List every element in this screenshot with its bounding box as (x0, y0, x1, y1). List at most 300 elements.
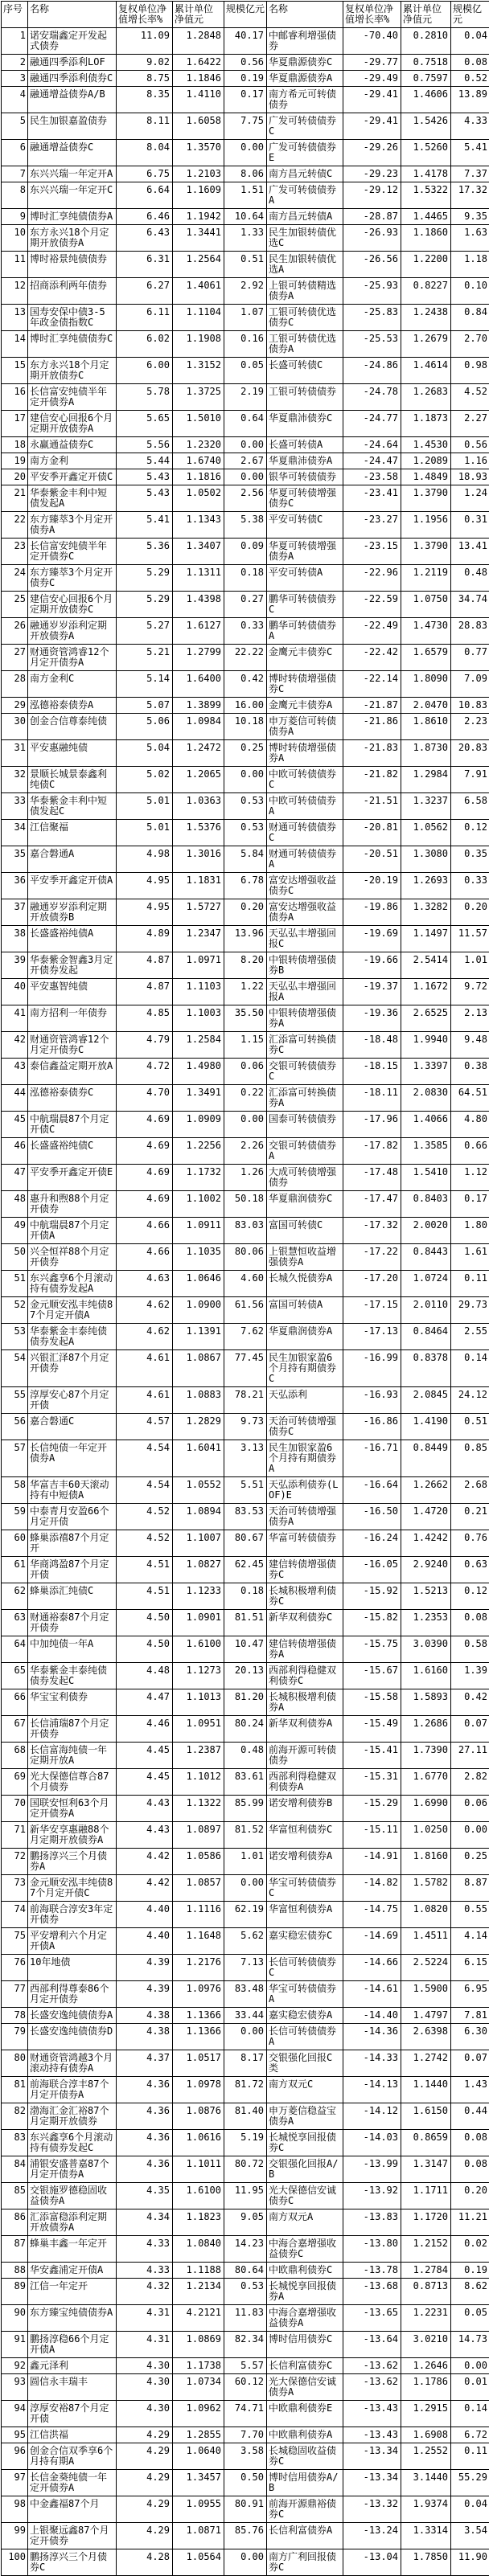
fund-name-right-cell: 工银可转债优选债券C (267, 305, 343, 331)
scale-left-cell: 81.51 (224, 1610, 267, 1636)
nav-right-cell: 2.5224 (401, 1955, 451, 1981)
fund-name-left-cell: 华富吉丰60天滚动持有中短债A (28, 1477, 117, 1504)
growth-left-cell: 4.30 (117, 2401, 173, 2427)
nav-right-cell: 3.0390 (401, 1636, 451, 1663)
growth-left-cell: 5.21 (117, 645, 173, 671)
nav-left-cell: 1.0517 (173, 2050, 224, 2077)
nav-right-cell: 0.8443 (401, 1244, 451, 1271)
scale-right-cell: 0.52 (451, 71, 489, 87)
fund-name-left-cell: 中航瑞晨87个月定开债C (28, 1112, 117, 1138)
rank-cell: 86 (2, 2209, 28, 2236)
fund-name-right-cell: 中海合嘉增强收益债券C (267, 2236, 343, 2263)
table-row (2, 2130, 489, 2156)
scale-right-cell: 1.63 (451, 225, 489, 252)
growth-right-cell: -13.43 (343, 2401, 401, 2427)
growth-right-cell: -29.26 (343, 140, 401, 166)
scale-right-cell: 0.66 (451, 1138, 489, 1165)
growth-right-cell: -16.99 (343, 1350, 401, 1387)
scale-right-cell: 0.14 (451, 2401, 489, 2427)
growth-right-cell: -19.69 (343, 926, 401, 952)
fund-name-left-cell: 兴银汇泽87个月定开债券 (28, 1350, 117, 1387)
rank-cell: 1 (2, 28, 28, 55)
growth-left-cell: 4.40 (117, 1928, 173, 1955)
nav-right-cell: 1.2915 (401, 2401, 451, 2427)
fund-name-right-cell: 民生加银家盈6个月持有期债券C (267, 1350, 343, 1387)
fund-name-left-cell: 江信聚福 (28, 820, 117, 846)
fund-name-left-cell: 鹏扬淳稳66个月定开债A (28, 2332, 117, 2358)
scale-right-cell: 6.58 (451, 793, 489, 820)
table-row (2, 1324, 489, 1350)
fund-name-right-cell: 汇添富可转换债券C (267, 1032, 343, 1059)
growth-right-cell: -14.40 (343, 2008, 401, 2024)
nav-left-cell: 1.1609 (173, 182, 224, 209)
rank-cell: 3 (2, 71, 28, 87)
fund-name-right-cell: 诺安增利债券A (267, 1849, 343, 1875)
scale-right-cell: 2.27 (451, 411, 489, 437)
header-nav-right: 累计单位净值元 (401, 2, 451, 28)
rank-cell: 32 (2, 767, 28, 793)
scale-right-cell: 0.76 (451, 1530, 489, 1557)
growth-right-cell: -14.03 (343, 2130, 401, 2156)
fund-name-left-cell: 东兴兴瑞一年定开A (28, 166, 117, 182)
table-row (2, 671, 489, 698)
rank-cell: 87 (2, 2236, 28, 2263)
scale-left-cell: 0.19 (224, 71, 267, 87)
nav-right-cell: 1.7850 (401, 2549, 451, 2576)
growth-left-cell: 4.37 (117, 2050, 173, 2077)
table-row (2, 1928, 489, 1955)
growth-left-cell: 5.43 (117, 485, 173, 512)
rank-cell: 79 (2, 2024, 28, 2050)
table-row (2, 2470, 489, 2496)
fund-name-left-cell: 东方臻宝纯债债券A (28, 2305, 117, 2332)
growth-left-cell: 4.69 (117, 1191, 173, 1218)
nav-left-cell: 1.3570 (173, 140, 224, 166)
nav-left-cell: 1.2584 (173, 1032, 224, 1059)
scale-right-cell: 6.15 (451, 1955, 489, 1981)
nav-right-cell: 1.2089 (401, 453, 451, 469)
header-row (2, 2, 489, 28)
scale-right-cell: 6.72 (451, 2427, 489, 2443)
nav-left-cell: 1.3457 (173, 2470, 224, 2496)
fund-name-right-cell: 天弘弘丰增强回报A (267, 979, 343, 1005)
nav-right-cell: 0.2810 (401, 28, 451, 55)
growth-left-cell: 5.02 (117, 767, 173, 793)
growth-right-cell: -13.62 (343, 2358, 401, 2374)
nav-left-cell: 1.0897 (173, 1822, 224, 1849)
scale-right-cell: 2.82 (451, 1769, 489, 1796)
fund-name-left-cell: 永赢通益债券C (28, 437, 117, 453)
scale-right-cell: 2.70 (451, 331, 489, 358)
growth-right-cell: -15.29 (343, 1796, 401, 1822)
nav-right-cell: 1.2646 (401, 2358, 451, 2374)
table-row (2, 1005, 489, 1032)
fund-name-left-cell: 南方招利一年债券 (28, 1005, 117, 1032)
scale-right-cell: 0.85 (451, 1440, 489, 1477)
header-rank: 序号 (2, 2, 28, 28)
scale-right-cell: 0.04 (451, 2496, 489, 2523)
rank-cell: 76 (2, 1955, 28, 1981)
fund-name-left-cell: 平安季开鑫定开债A (28, 873, 117, 899)
table-row (2, 1165, 489, 1191)
growth-left-cell: 4.29 (117, 2496, 173, 2523)
scale-right-cell: 0.98 (451, 358, 489, 384)
nav-left-cell: 1.1908 (173, 331, 224, 358)
fund-name-right-cell: 中欧可转债债券C (267, 767, 343, 793)
fund-name-left-cell: 财通资管鸿越3个月滚动持有债券A (28, 2050, 117, 2077)
scale-left-cell: 5.57 (224, 2358, 267, 2374)
nav-left-cell: 1.1648 (173, 1928, 224, 1955)
rank-cell: 46 (2, 1138, 28, 1165)
fund-name-right-cell: 天弘添利 (267, 1387, 343, 1414)
scale-right-cell: 0.07 (451, 1716, 489, 1743)
growth-left-cell: 5.29 (117, 592, 173, 618)
fund-name-right-cell: 财通可转债债券A (267, 846, 343, 873)
fund-name-right-cell: 申万菱信可转债债券A (267, 714, 343, 740)
growth-right-cell: -20.81 (343, 820, 401, 846)
scale-left-cell: 5.51 (224, 1477, 267, 1504)
growth-right-cell: -22.49 (343, 618, 401, 645)
nav-left-cell: 1.1013 (173, 1689, 224, 1716)
growth-left-cell: 4.36 (117, 2156, 173, 2183)
fund-name-right-cell: 新华双利债券A (267, 1716, 343, 1743)
table-row (2, 182, 489, 209)
table-row (2, 485, 489, 512)
scale-right-cell: 0.58 (451, 1636, 489, 1663)
growth-left-cell: 4.31 (117, 2332, 173, 2358)
rank-cell: 80 (2, 2050, 28, 2077)
scale-left-cell: 16.00 (224, 698, 267, 714)
fund-name-left-cell: 长信富海纯债一年定期开放A (28, 1743, 117, 1769)
scale-left-cell: 8.06 (224, 166, 267, 182)
growth-left-cell: 4.28 (117, 2549, 173, 2576)
rank-cell: 47 (2, 1165, 28, 1191)
scale-left-cell: 0.05 (224, 358, 267, 384)
fund-name-right-cell: 南方昌元转债A (267, 209, 343, 225)
scale-left-cell: 61.56 (224, 1297, 267, 1324)
rank-cell: 40 (2, 979, 28, 1005)
scale-left-cell: 0.56 (224, 55, 267, 71)
nav-left-cell: 1.3441 (173, 225, 224, 252)
scale-left-cell: 0.00 (224, 1112, 267, 1138)
fund-name-right-cell: 中欧鼎利债券E (267, 2401, 343, 2427)
fund-name-right-cell: 富安达增强收益债券C (267, 873, 343, 899)
scale-right-cell: 0.38 (451, 1059, 489, 1085)
fund-name-right-cell: 博时信用债券A/B (267, 2470, 343, 2496)
growth-left-cell: 4.30 (117, 2358, 173, 2374)
scale-left-cell: 80.72 (224, 2156, 267, 2183)
nav-right-cell: 1.3314 (401, 2523, 451, 2549)
growth-right-cell: -22.14 (343, 671, 401, 698)
nav-right-cell: 1.0750 (401, 592, 451, 618)
scale-right-cell: 13.41 (451, 539, 489, 565)
fund-name-right-cell: 光大保德信安诚债券C (267, 2183, 343, 2209)
rank-cell: 98 (2, 2496, 28, 2523)
fund-name-right-cell: 长信利富债券C (267, 2358, 343, 2374)
fund-name-right-cell: 博时转债增强债券C (267, 671, 343, 698)
fund-name-left-cell: 泓德裕泰债券A (28, 698, 117, 714)
growth-right-cell: -15.67 (343, 1663, 401, 1689)
table-row (2, 1822, 489, 1849)
table-row (2, 926, 489, 952)
table-row (2, 2024, 489, 2050)
fund-name-right-cell: 长城悦享回报债券A (267, 2279, 343, 2305)
fund-name-right-cell: 华夏鼎润债券C (267, 1191, 343, 1218)
scale-left-cell: 5.62 (224, 1928, 267, 1955)
nav-right-cell: 1.0820 (401, 1902, 451, 1928)
fund-name-left-cell: 泰信鑫益定期开放A (28, 1059, 117, 1085)
table-row (2, 1769, 489, 1796)
scale-right-cell: 1.61 (451, 1244, 489, 1271)
nav-left-cell: 1.2134 (173, 2279, 224, 2305)
nav-left-cell: 1.1823 (173, 2209, 224, 2236)
nav-right-cell: 0.8659 (401, 2130, 451, 2156)
nav-right-cell: 1.2683 (401, 384, 451, 411)
scale-left-cell: 8.17 (224, 2050, 267, 2077)
table-row (2, 1059, 489, 1085)
growth-right-cell: -19.86 (343, 899, 401, 926)
fund-name-right-cell: 南方希元可转债债券 (267, 87, 343, 113)
nav-right-cell: 1.2438 (401, 305, 451, 331)
nav-left-cell: 1.0955 (173, 2496, 224, 2523)
fund-name-right-cell: 中欧鼎利债券C (267, 2263, 343, 2279)
rank-cell: 28 (2, 671, 28, 698)
growth-left-cell: 4.29 (117, 2523, 173, 2549)
fund-name-left-cell: 博时汇享纯债债券A (28, 209, 117, 225)
scale-left-cell: 83.53 (224, 1504, 267, 1530)
nav-right-cell: 1.3790 (401, 539, 451, 565)
nav-left-cell: 1.3725 (173, 384, 224, 411)
growth-right-cell: -17.20 (343, 1271, 401, 1297)
scale-right-cell: 11.90 (451, 2549, 489, 2576)
growth-right-cell: -13.34 (343, 2470, 401, 2496)
nav-left-cell: 1.0734 (173, 2374, 224, 2401)
growth-left-cell: 4.45 (117, 1769, 173, 1796)
table-row (2, 1716, 489, 1743)
growth-left-cell: 4.69 (117, 1165, 173, 1191)
nav-left-cell: 1.3899 (173, 698, 224, 714)
table-row (2, 71, 489, 87)
scale-left-cell: 10.18 (224, 714, 267, 740)
growth-left-cell: 6.00 (117, 358, 173, 384)
nav-right-cell: 1.9374 (401, 2496, 451, 2523)
growth-left-cell: 4.40 (117, 1902, 173, 1928)
fund-name-left-cell: 前海联合淳安3年定开债券 (28, 1902, 117, 1928)
growth-left-cell: 5.01 (117, 793, 173, 820)
fund-name-right-cell: 前海开源鼎裕债券C (267, 2496, 343, 2523)
rank-cell: 67 (2, 1716, 28, 1743)
growth-left-cell: 5.01 (117, 820, 173, 846)
nav-right-cell: 0.8403 (401, 1191, 451, 1218)
table-row (2, 2236, 489, 2263)
scale-left-cell: 35.50 (224, 1005, 267, 1032)
scale-left-cell: 6.78 (224, 873, 267, 899)
rank-cell: 36 (2, 873, 28, 899)
nav-right-cell: 1.4730 (401, 618, 451, 645)
table-row (2, 55, 489, 71)
rank-cell: 20 (2, 469, 28, 485)
nav-left-cell: 1.0840 (173, 2236, 224, 2263)
nav-right-cell: 1.5426 (401, 113, 451, 140)
rank-cell: 58 (2, 1477, 28, 1504)
fund-name-right-cell: 申万菱信稳益宝债券A (267, 2103, 343, 2130)
table-row (2, 1902, 489, 1928)
table-row (2, 2332, 489, 2358)
nav-right-cell: 1.3585 (401, 1138, 451, 1165)
nav-left-cell: 1.0564 (173, 2549, 224, 2576)
nav-left-cell: 1.1322 (173, 1796, 224, 1822)
growth-left-cell: 5.14 (117, 671, 173, 698)
nav-right-cell: 1.4190 (401, 1414, 451, 1440)
scale-right-cell: 7.09 (451, 671, 489, 698)
nav-right-cell: 1.4066 (401, 1112, 451, 1138)
fund-name-left-cell: 招商添利两年债券 (28, 278, 117, 305)
growth-right-cell: -70.40 (343, 28, 401, 55)
fund-name-right-cell: 华夏鼎源债券C (267, 55, 343, 71)
growth-right-cell: -15.75 (343, 1636, 401, 1663)
nav-right-cell: 1.4511 (401, 1928, 451, 1955)
fund-name-right-cell: 长盛可转债A (267, 437, 343, 453)
growth-right-cell: -17.48 (343, 1165, 401, 1191)
scale-left-cell: 7.75 (224, 113, 267, 140)
rank-cell: 57 (2, 1440, 28, 1477)
growth-right-cell: -23.41 (343, 485, 401, 512)
scale-right-cell: 0.08 (451, 2130, 489, 2156)
fund-name-left-cell: 东兴鑫享6个月滚动持有债券发起C (28, 2130, 117, 2156)
growth-right-cell: -19.37 (343, 979, 401, 1005)
growth-right-cell: -21.82 (343, 767, 401, 793)
fund-name-right-cell: 平安可转债A (267, 565, 343, 592)
scale-right-cell: 0.35 (451, 846, 489, 873)
nav-left-cell: 1.1816 (173, 469, 224, 485)
fund-name-left-cell: 金元顺安泓丰纯债87个月定开债C (28, 1875, 117, 1902)
nav-right-cell: 2.6525 (401, 1005, 451, 1032)
fund-name-right-cell: 天弘弘丰增强回报C (267, 926, 343, 952)
growth-left-cell: 6.31 (117, 252, 173, 278)
fund-name-right-cell: 工银可转债债券 (267, 384, 343, 411)
nav-left-cell: 1.0586 (173, 1849, 224, 1875)
growth-right-cell: -29.49 (343, 71, 401, 87)
fund-name-right-cell: 富国可转债C (267, 1218, 343, 1244)
nav-right-cell: 1.1672 (401, 979, 451, 1005)
table-row (2, 512, 489, 539)
nav-right-cell: 1.1786 (401, 2374, 451, 2401)
scale-right-cell: 0.11 (451, 1271, 489, 1297)
table-row (2, 952, 489, 979)
growth-left-cell: 4.95 (117, 873, 173, 899)
nav-right-cell: 1.8610 (401, 714, 451, 740)
nav-left-cell: 1.6100 (173, 2183, 224, 2209)
scale-right-cell: 0.51 (451, 1414, 489, 1440)
growth-left-cell: 5.36 (117, 539, 173, 565)
growth-right-cell: -14.13 (343, 2077, 401, 2103)
table-row (2, 1875, 489, 1902)
rank-cell: 9 (2, 209, 28, 225)
nav-right-cell: 1.6770 (401, 1769, 451, 1796)
fund-name-right-cell: 鹏华可转债债券A (267, 618, 343, 645)
scale-left-cell: 5.19 (224, 2130, 267, 2156)
fund-name-right-cell: 建信转债增强债券A (267, 1636, 343, 1663)
table-row (2, 305, 489, 331)
growth-right-cell: -29.41 (343, 87, 401, 113)
nav-right-cell: 1.4242 (401, 1530, 451, 1557)
fund-name-left-cell: 江信一年定开 (28, 2279, 117, 2305)
scale-left-cell: 0.06 (224, 1059, 267, 1085)
scale-left-cell: 85.99 (224, 1796, 267, 1822)
fund-name-left-cell: 江信洪福 (28, 2427, 117, 2443)
rank-cell: 33 (2, 793, 28, 820)
fund-name-right-cell: 交银可转债债券A (267, 1138, 343, 1165)
nav-left-cell: 1.1366 (173, 2008, 224, 2024)
fund-name-left-cell: 长盛盛裕纯债A (28, 926, 117, 952)
nav-left-cell: 1.0646 (173, 1271, 224, 1297)
growth-left-cell: 4.63 (117, 1271, 173, 1297)
growth-left-cell: 6.11 (117, 305, 173, 331)
nav-right-cell: 1.4178 (401, 166, 451, 182)
nav-left-cell: 1.3016 (173, 846, 224, 873)
rank-cell: 14 (2, 331, 28, 358)
scale-right-cell: 7.37 (451, 166, 489, 182)
growth-right-cell: -29.12 (343, 182, 401, 209)
rank-cell: 29 (2, 698, 28, 714)
header-nav-left: 累计单位净值元 (173, 2, 224, 28)
table-row (2, 225, 489, 252)
table-row (2, 28, 489, 55)
growth-left-cell: 4.29 (117, 2443, 173, 2470)
scale-left-cell: 83.48 (224, 1981, 267, 2008)
rank-cell: 68 (2, 1743, 28, 1769)
growth-left-cell: 4.61 (117, 1387, 173, 1414)
nav-left-cell: 1.1104 (173, 305, 224, 331)
fund-name-left-cell: 新华安享惠融88个月定期开放债券A (28, 1822, 117, 1849)
growth-right-cell: -14.61 (343, 1981, 401, 2008)
rank-cell: 24 (2, 565, 28, 592)
table-row (2, 437, 489, 453)
growth-right-cell: -19.66 (343, 952, 401, 979)
scale-left-cell: 9.73 (224, 1414, 267, 1440)
fund-name-right-cell: 民生加银转债优选A (267, 252, 343, 278)
rank-cell: 93 (2, 2374, 28, 2401)
scale-left-cell: 0.18 (224, 1583, 267, 1610)
nav-right-cell: 1.2552 (401, 2443, 451, 2470)
scale-left-cell: 0.25 (224, 740, 267, 767)
growth-left-cell: 5.44 (117, 453, 173, 469)
rank-cell: 66 (2, 1689, 28, 1716)
fund-name-left-cell: 长盛安逸纯债债券D (28, 2024, 117, 2050)
growth-left-cell: 8.75 (117, 71, 173, 87)
rank-cell: 13 (2, 305, 28, 331)
table-row (2, 166, 489, 182)
scale-right-cell: 27.11 (451, 1743, 489, 1769)
fund-name-left-cell: 融通四季添利LOF (28, 55, 117, 71)
rank-cell: 27 (2, 645, 28, 671)
rank-cell: 95 (2, 2427, 28, 2443)
scale-left-cell: 11.95 (224, 2183, 267, 2209)
table-row (2, 1530, 489, 1557)
fund-name-right-cell: 长城久悦债券A (267, 1271, 343, 1297)
fund-name-left-cell: 长信富安纯债半年定开债券A (28, 384, 117, 411)
scale-right-cell: 0.01 (451, 2374, 489, 2401)
fund-name-left-cell: 财通资管鸿睿12个月定开债券A (28, 645, 117, 671)
nav-left-cell: 1.0901 (173, 1610, 224, 1636)
growth-left-cell: 4.85 (117, 1005, 173, 1032)
rank-cell: 19 (2, 453, 28, 469)
fund-name-right-cell: 南方双元A (267, 2209, 343, 2236)
fund-name-right-cell: 中欧鼎利债券A (267, 2427, 343, 2443)
scale-left-cell: 2.67 (224, 453, 267, 469)
fund-name-right-cell: 建信转债增强债券C (267, 1557, 343, 1583)
nav-right-cell: 1.5260 (401, 140, 451, 166)
